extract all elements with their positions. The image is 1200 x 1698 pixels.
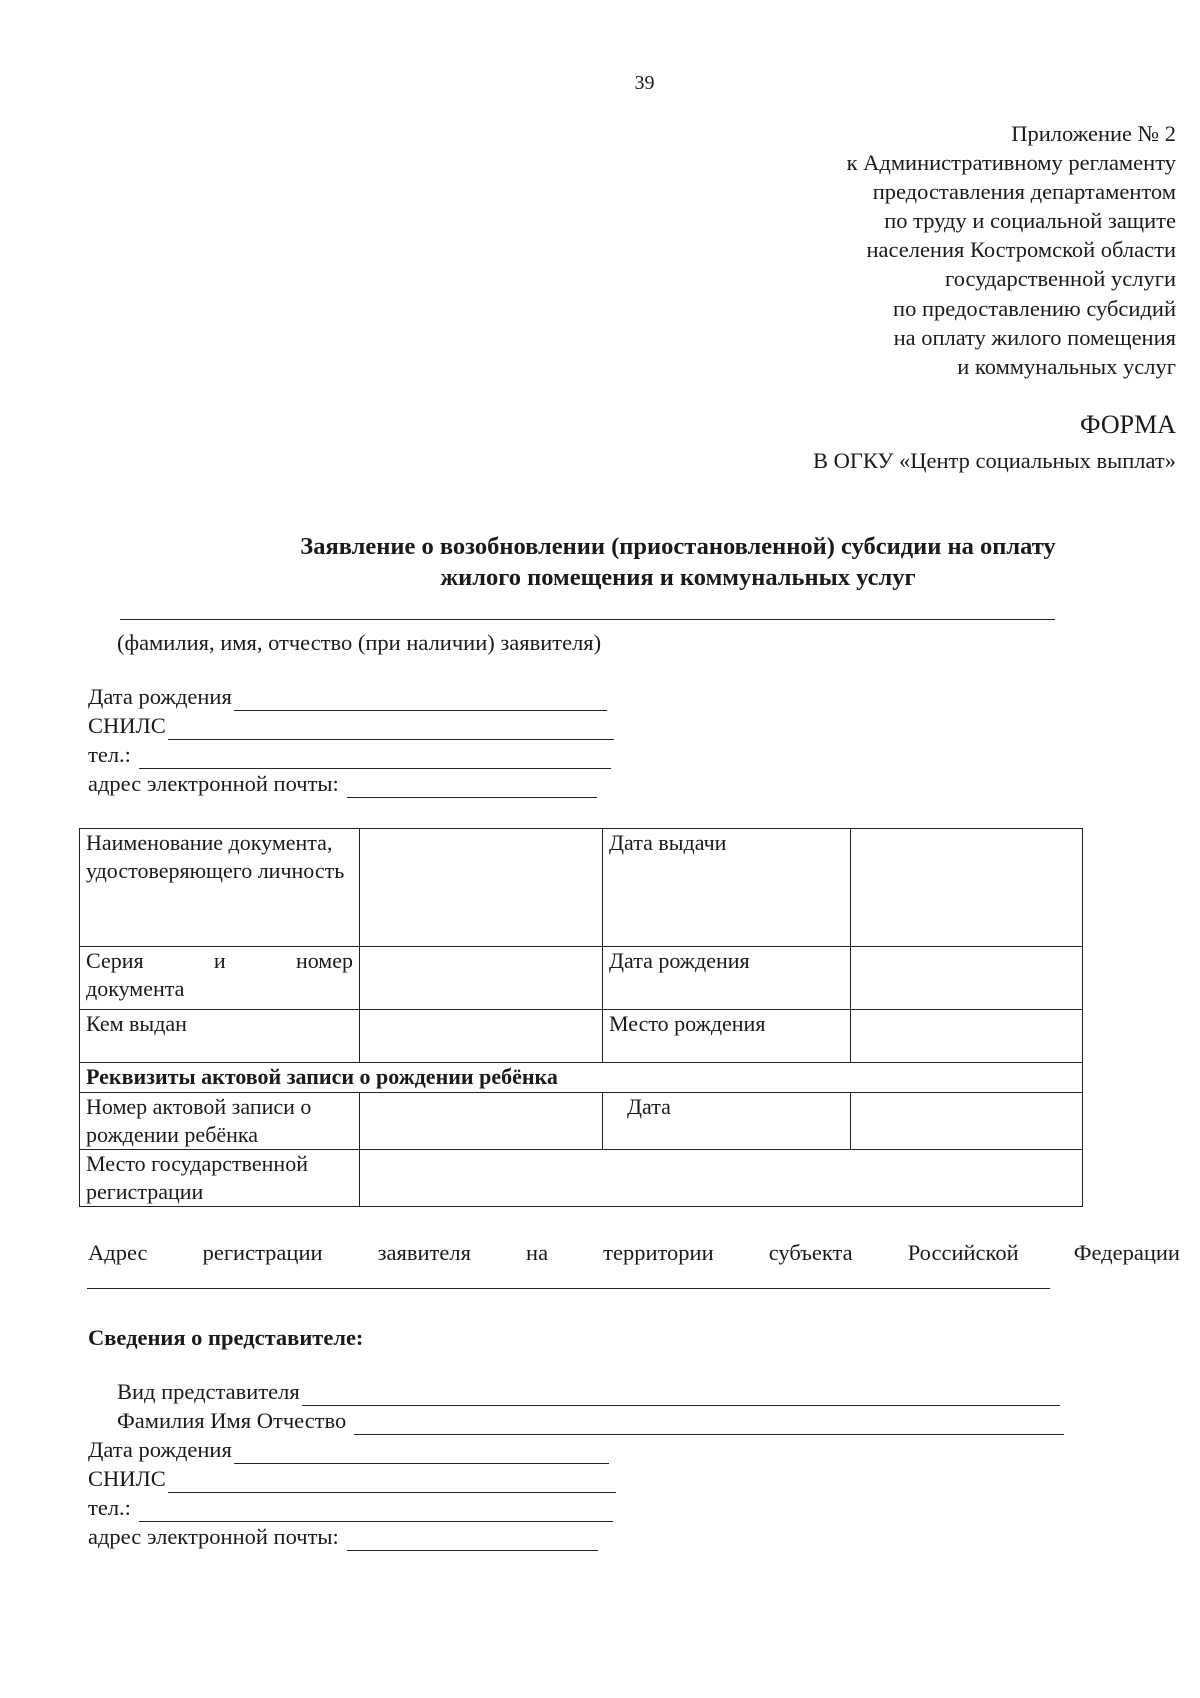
- birth-date-field[interactable]: [851, 947, 1083, 1010]
- applicant-snils-row: [88, 711, 614, 740]
- rep-birth-date-field[interactable]: [234, 1441, 609, 1464]
- address-word: Федерации: [1073, 1240, 1180, 1265]
- address-word: заявителя: [377, 1240, 471, 1265]
- issue-date-field[interactable]: [851, 829, 1083, 947]
- birth-date-label: Дата рождения: [603, 947, 851, 1010]
- applicant-phone-label: тел.:: [88, 742, 131, 767]
- rep-email-label: адрес электронной почты:: [88, 1524, 339, 1549]
- applicant-phone-row: [88, 740, 611, 769]
- address-word: регистрации: [202, 1240, 323, 1265]
- table-row: [80, 829, 1083, 947]
- issued-by-field[interactable]: [360, 1010, 603, 1063]
- doc-name-field[interactable]: [360, 829, 603, 947]
- applicant-birth-date-label: Дата рождения: [88, 684, 232, 709]
- rep-type-label: Вид представителя: [117, 1379, 300, 1404]
- appendix-line: предоставления департаментом: [872, 179, 1176, 205]
- act-date-label: Дата: [603, 1093, 851, 1150]
- appendix-line: по предоставлению субсидий: [893, 295, 1176, 321]
- registration-address-label: [88, 1238, 1180, 1267]
- rep-email-field[interactable]: [347, 1528, 598, 1551]
- identity-document-table: [79, 828, 1083, 1207]
- appendix-line: государственной услуги: [945, 266, 1176, 292]
- series-word: и: [213, 948, 226, 973]
- rep-email-row: [88, 1522, 598, 1551]
- registration-place-field[interactable]: [360, 1150, 1083, 1207]
- applicant-snils-field[interactable]: [168, 717, 614, 740]
- representative-section-title: Сведения о представителе:: [88, 1325, 364, 1350]
- applicant-email-label: адрес электронной почты:: [88, 771, 339, 796]
- act-record-header: Реквизиты актовой записи о рождении ребёнка: [80, 1063, 1083, 1093]
- table-row: [80, 1093, 1083, 1150]
- act-record-number-field[interactable]: [360, 1093, 603, 1150]
- registration-address-field[interactable]: [87, 1288, 1050, 1289]
- applicant-name-field[interactable]: [120, 619, 1055, 620]
- title-line-1: Заявление о возобновлении (приостановленной) субсидии на оплату: [300, 533, 1056, 560]
- appendix-line: и коммунальных услуг: [957, 353, 1176, 379]
- appendix-line: на оплату жилого помещения: [893, 324, 1176, 350]
- applicant-phone-field[interactable]: [139, 746, 611, 769]
- page-number: 39: [634, 72, 655, 94]
- registration-place-label: Место государственной регистрации: [80, 1150, 360, 1207]
- series-word: Серия: [86, 948, 144, 973]
- rep-phone-row: [88, 1493, 613, 1522]
- appendix-line: Приложение № 2: [1011, 121, 1176, 146]
- applicant-snils-label: СНИЛС: [88, 713, 166, 738]
- rep-phone-field[interactable]: [139, 1499, 613, 1522]
- addressee: В ОГКУ «Центр социальных выплат»: [812, 448, 1176, 473]
- form-label: ФОРМА: [1080, 410, 1176, 439]
- doc-name-label: Наименование документа, удостоверяющего личность: [80, 829, 360, 947]
- applicant-birth-date-field[interactable]: [234, 688, 607, 711]
- rep-type-field[interactable]: [302, 1383, 1060, 1406]
- rep-snils-row: [88, 1464, 616, 1493]
- title-line-2: жилого помещения и коммунальных услуг: [440, 564, 916, 591]
- rep-full-name-field[interactable]: [354, 1412, 1064, 1435]
- issued-by-label: Кем выдан: [80, 1010, 360, 1063]
- rep-full-name-row: [117, 1406, 1064, 1435]
- applicant-name-caption: (фамилия, имя, отчество (при наличии) заявителя): [117, 630, 602, 655]
- table-row: [80, 947, 1083, 1010]
- applicant-email-field[interactable]: [347, 775, 597, 798]
- series-word: номер: [295, 948, 353, 973]
- rep-phone-label: тел.:: [88, 1495, 131, 1520]
- issue-date-label: Дата выдачи: [603, 829, 851, 947]
- rep-snils-field[interactable]: [168, 1470, 616, 1493]
- series-number-field[interactable]: [360, 947, 603, 1010]
- appendix-line: к Административному регламенту: [846, 150, 1176, 176]
- appendix-line: по труду и социальной защите: [884, 208, 1176, 234]
- series-word: документа: [86, 976, 185, 1001]
- series-number-label: [80, 947, 360, 1010]
- rep-birth-date-label: Дата рождения: [88, 1437, 232, 1462]
- appendix-header: [847, 119, 1176, 381]
- rep-type-row: [117, 1377, 1060, 1406]
- applicant-email-row: [88, 769, 597, 798]
- act-date-field[interactable]: [851, 1093, 1083, 1150]
- table-row: [80, 1063, 1083, 1093]
- rep-full-name-label: Фамилия Имя Отчество: [117, 1408, 347, 1433]
- applicant-birth-date-row: [88, 682, 607, 711]
- birth-place-field[interactable]: [851, 1010, 1083, 1063]
- appendix-line: населения Костромской области: [866, 237, 1176, 263]
- address-word: на: [526, 1240, 549, 1265]
- table-row: [80, 1150, 1083, 1207]
- rep-birth-date-row: [88, 1435, 609, 1464]
- address-word: Адрес: [88, 1240, 148, 1265]
- address-word: субъекта: [768, 1240, 853, 1265]
- birth-place-label: Место рождения: [603, 1010, 851, 1063]
- act-record-number-label: Номер актовой записи о рождении ребёнка: [80, 1093, 360, 1150]
- document-title: [0, 531, 1200, 593]
- table-row: [80, 1010, 1083, 1063]
- address-word: территории: [603, 1240, 714, 1265]
- rep-snils-label: СНИЛС: [88, 1466, 166, 1491]
- address-word: Российской: [907, 1240, 1019, 1265]
